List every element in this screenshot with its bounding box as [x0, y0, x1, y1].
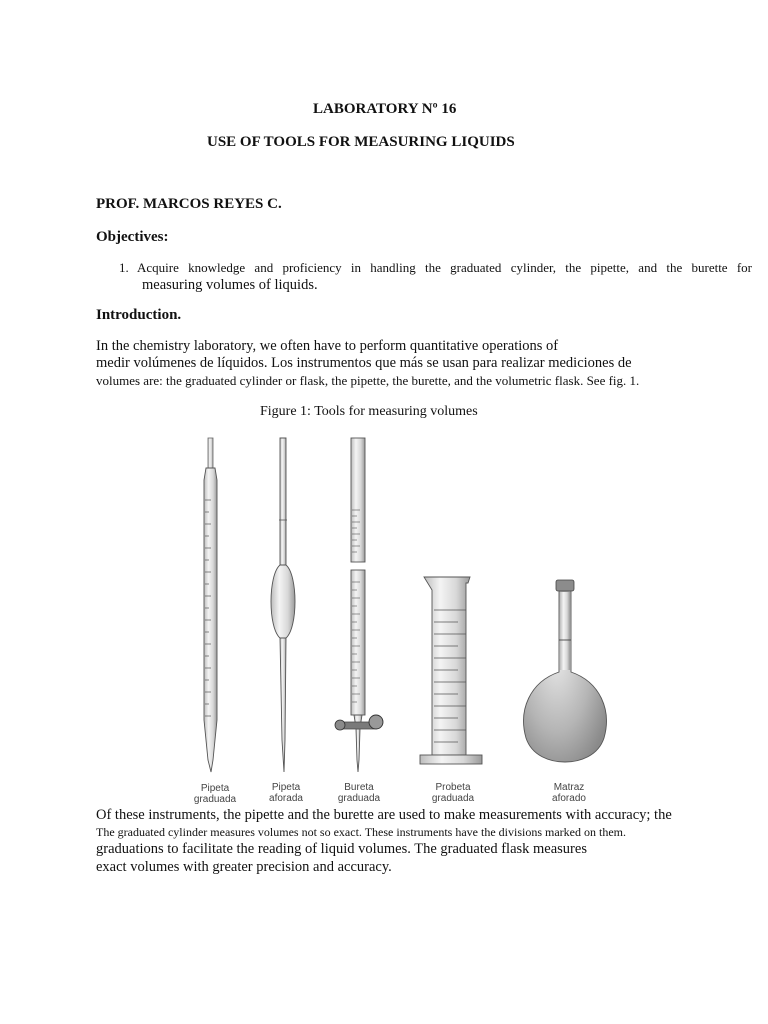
instrument-label-line1: Pipeta [200, 783, 230, 794]
professor-name: PROF. MARCOS REYES C. [96, 196, 282, 212]
intro-line-2: medir volúmenes de líquidos. Los instrumentos que más se usan para realizar mediciones de [96, 355, 632, 371]
instrument-label [324, 782, 394, 804]
conclusion-line-4: exact volumes with greater precision and accuracy. [96, 859, 392, 875]
document-title: USE OF TOOLS FOR MEASURING LIQUIDS [207, 134, 515, 150]
instrument-label-line1: Bureta [344, 782, 374, 793]
instrument-label-line2: graduada [431, 793, 475, 804]
introduction-heading: Introduction. [96, 307, 182, 323]
instrument-label-line1: Matraz [553, 782, 585, 793]
instrument-label [251, 782, 321, 804]
conclusion-line-1: Of these instruments, the pipette and the burette are used to make measurements with accuracy; the [96, 807, 672, 823]
objective-number: 1. [119, 260, 129, 275]
objectives-heading: Objectives: [96, 229, 169, 245]
volumetric-flask-icon [524, 580, 607, 762]
instrument-label [180, 783, 250, 805]
instrument-label [418, 782, 488, 804]
instrument-label-line2: graduada [193, 794, 237, 805]
intro-line-1: In the chemistry laboratory, we often have to perform quantitative operations of [96, 338, 559, 354]
lab-number: LABORATORY Nº 16 [313, 101, 457, 117]
graduated-cylinder-icon [420, 577, 482, 764]
volumetric-pipette-icon [271, 438, 295, 772]
graduated-pipette-icon [204, 438, 217, 772]
instrument-label-line2: aforada [269, 793, 303, 804]
figure-caption: Figure 1: Tools for measuring volumes [260, 404, 478, 419]
objective-line-1: Acquire knowledge and proficiency in handling the graduated cylinder, the pipette, and the burette for [137, 260, 752, 275]
instrument-label-line1: Pipeta [271, 782, 301, 793]
instrument-label-line1: Probeta [435, 782, 471, 793]
conclusion-line-2: The graduated cylinder measures volumes not so exact. These instruments have the divisions marked on them. [96, 825, 626, 839]
intro-line-3: volumes are: the graduated cylinder or flask, the pipette, the burette, and the volumetric flask. See fig. 1. [96, 373, 640, 388]
instrument-label [534, 782, 604, 804]
instrument-label-line2: graduada [337, 793, 381, 804]
objective-line-2: measuring volumes of liquids. [142, 277, 318, 293]
instrument-label-line2: aforado [552, 793, 586, 804]
burette-icon [335, 438, 383, 772]
conclusion-line-3: graduations to facilitate the reading of liquid volumes. The graduated flask measures [96, 841, 587, 857]
